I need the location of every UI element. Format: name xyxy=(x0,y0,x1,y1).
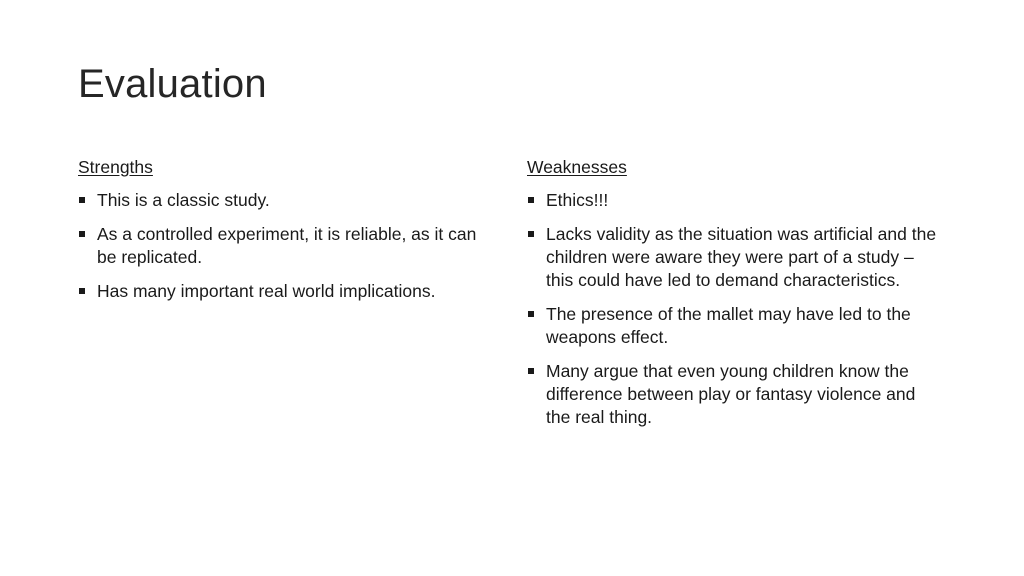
list-item xyxy=(527,360,937,429)
square-bullet-icon xyxy=(528,197,534,203)
list-item xyxy=(527,303,937,349)
strengths-column xyxy=(78,156,498,314)
square-bullet-icon xyxy=(528,311,534,317)
list-item xyxy=(527,223,937,292)
weaknesses-heading: Weaknesses xyxy=(527,157,627,177)
list-item xyxy=(78,189,498,212)
list-item-text: Many argue that even young children know the difference between play or fantasy violence and the real thing. xyxy=(546,361,916,427)
list-item-text: Ethics!!! xyxy=(546,190,609,210)
square-bullet-icon xyxy=(79,231,85,237)
square-bullet-icon xyxy=(79,197,85,203)
list-item-text: The presence of the mallet may have led to the weapons effect. xyxy=(546,304,911,347)
square-bullet-icon xyxy=(528,368,534,374)
list-item xyxy=(78,223,498,269)
list-item-text: Lacks validity as the situation was artificial and the children were aware they were part of a study – this could have led to demand characteristics. xyxy=(546,224,937,290)
page-title: Evaluation xyxy=(78,62,267,106)
square-bullet-icon xyxy=(79,288,85,294)
weaknesses-column xyxy=(527,156,937,440)
list-item xyxy=(78,280,498,303)
list-item-text: Has many important real world implications. xyxy=(97,281,436,301)
strengths-heading: Strengths xyxy=(78,157,153,177)
list-item-text: As a controlled experiment, it is reliable, as it can be replicated. xyxy=(97,224,477,267)
list-item xyxy=(527,189,937,212)
weaknesses-list xyxy=(527,189,937,429)
square-bullet-icon xyxy=(528,231,534,237)
list-item-text: This is a classic study. xyxy=(97,190,270,210)
strengths-list xyxy=(78,189,498,303)
